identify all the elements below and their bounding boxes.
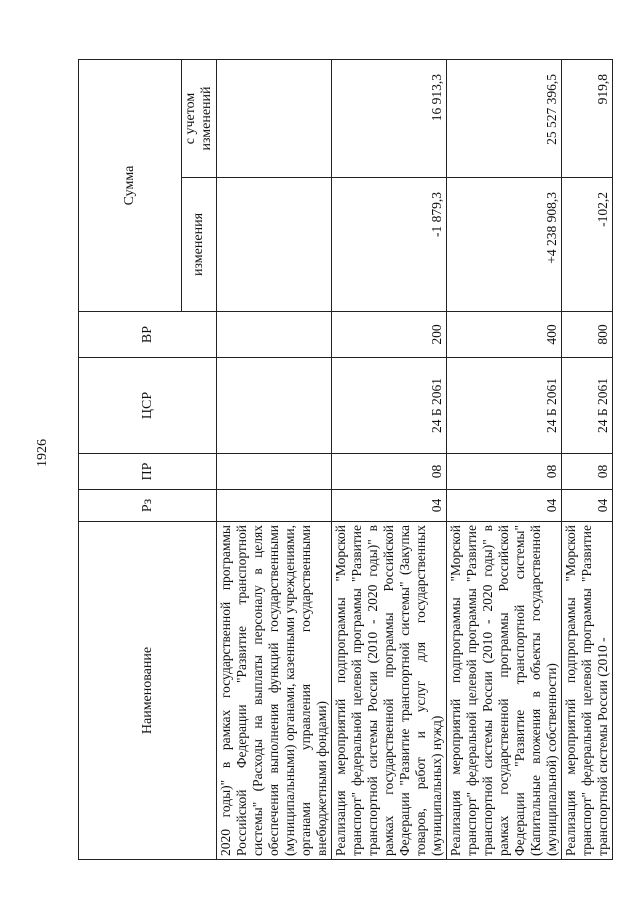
table-row <box>447 60 562 860</box>
header-pr: ПР <box>79 454 217 490</box>
table-row <box>217 60 332 860</box>
row-total: 25 527 396,5 <box>447 60 562 178</box>
row-rz: 04 <box>447 490 562 522</box>
row-name: Реализация мероприятий подпрограммы "Морской транспорт" федеральной целевой программы "Развитие транспортной системы России (2010 - <box>562 522 613 860</box>
row-pr <box>217 454 332 490</box>
table-row <box>562 60 613 860</box>
row-csr: 24 Б 2061 <box>562 358 613 454</box>
header-name: Наименование <box>79 522 217 860</box>
row-csr <box>217 358 332 454</box>
row-change <box>217 178 332 312</box>
row-total <box>217 60 332 178</box>
row-csr: 24 Б 2061 <box>447 358 562 454</box>
row-total: 919,8 <box>562 60 613 178</box>
row-vr <box>217 312 332 358</box>
row-change: +4 238 908,3 <box>447 178 562 312</box>
row-change: -1 879,3 <box>332 178 447 312</box>
page-number: 1926 <box>35 439 50 467</box>
row-rz: 04 <box>562 490 613 522</box>
row-rz <box>217 490 332 522</box>
row-vr: 400 <box>447 312 562 358</box>
header-csr: ЦСР <box>79 358 217 454</box>
row-pr: 08 <box>562 454 613 490</box>
header-rz: Рз <box>79 490 217 522</box>
header-change: изменения <box>182 178 217 312</box>
table-row <box>332 60 447 860</box>
row-csr: 24 Б 2061 <box>332 358 447 454</box>
budget-table <box>78 59 613 860</box>
header-total: с учетом изменений <box>182 60 217 178</box>
row-name: Реализация мероприятий подпрограммы "Морской транспорт" федеральной целевой программы "Развитие транспортной системы России (2010 - 2020 годы)" в рамках государственной программы Российской Федерации "Развитие транспортной системы" (Закупка товаров, работ и услуг для государственных (муниципальных) нужд) <box>332 522 447 860</box>
row-name: 2020 годы)" в рамках государственной программы Российской Федерации "Развитие транспортной системы" (Расходы на выплаты персоналу в целях обеспечения выполнения функций государственными (муниципальными) органами, казенными учреждениями, органами управления государственными внебюджетными фондами) <box>217 522 332 860</box>
rotated-table-sheet <box>78 60 618 860</box>
row-vr: 800 <box>562 312 613 358</box>
row-vr: 200 <box>332 312 447 358</box>
table-header <box>79 60 217 860</box>
row-pr: 08 <box>447 454 562 490</box>
row-change: -102,2 <box>562 178 613 312</box>
row-name: Реализация мероприятий подпрограммы "Морской транспорт" федеральной целевой программы "Развитие транспортной системы России (2010 - 2020 годы)" в рамках государственной программы Российской Федерации "Развитие транспортной системы" (Капитальные вложения в объекты государственной (муниципальной) собственности) <box>447 522 562 860</box>
row-rz: 04 <box>332 490 447 522</box>
row-total: 16 913,3 <box>332 60 447 178</box>
row-pr: 08 <box>332 454 447 490</box>
header-sum: Сумма <box>79 60 182 312</box>
header-vr: ВР <box>79 312 217 358</box>
